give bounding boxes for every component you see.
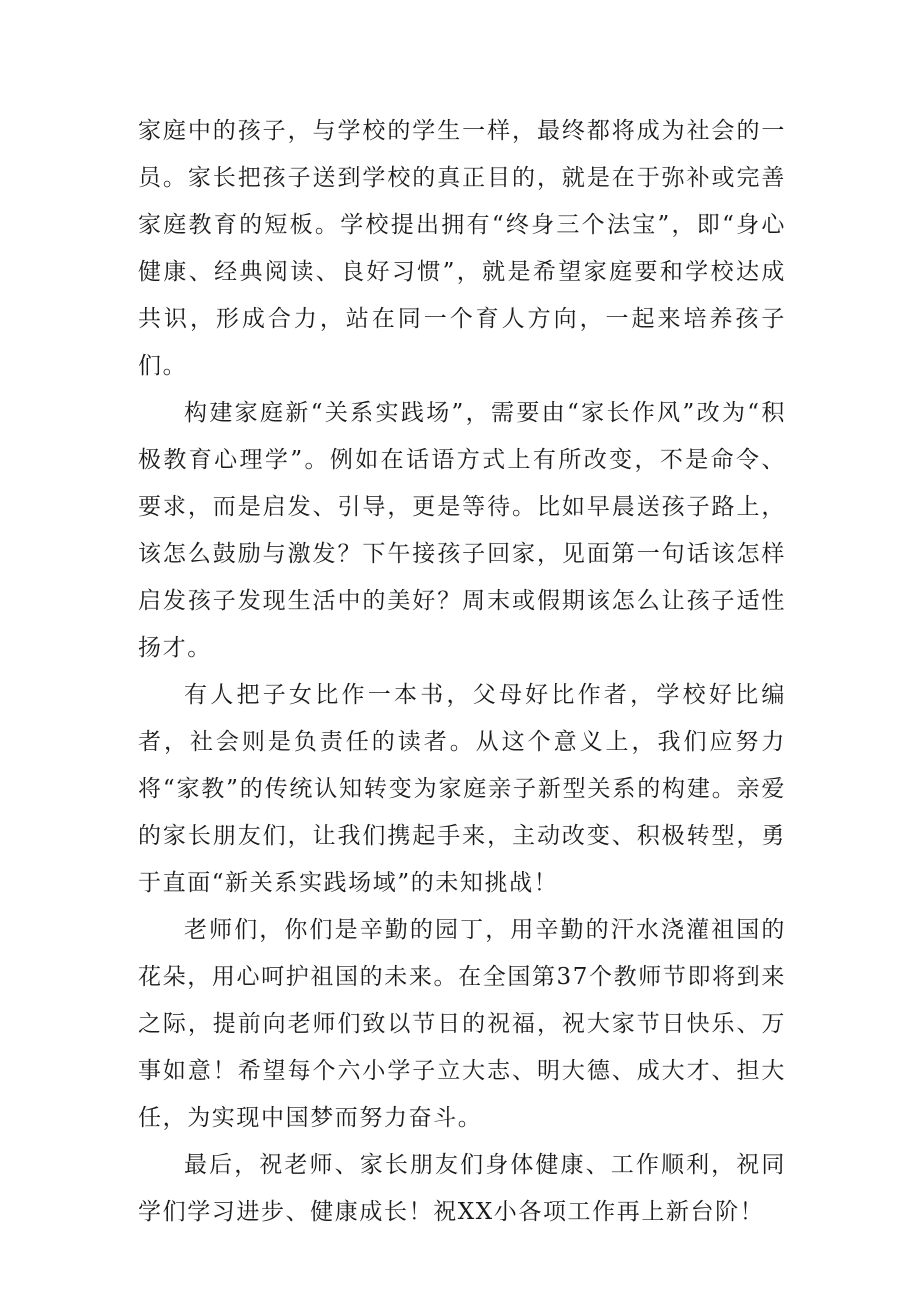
- paragraph-4: 老师们，你们是辛勤的园丁，用辛勤的汗水浇灌祖国的花朵，用心呵护祖国的未来。在全国第37个教师节即将到来之际，提前向老师们致以节日的祝福，祝大家节日快乐、万事如意！希望每个六小学子立大志、明大德、成大才、担大任，为实现中国梦而努力奋斗。: [138, 917, 786, 1131]
- paragraph-5: 最后，祝老师、家长朋友们身体健康、工作顺利，祝同学们学习进步、健康成长！祝XX小各项工作再上新台阶！: [138, 1152, 786, 1225]
- paragraph-2: 构建家庭新“关系实践场”，需要由“家长作风”改为“积极教育心理学”。例如在话语方式上有所改变，不是命令、要求，而是启发、引导，更是等待。比如早晨送孩子路上，该怎么鼓励与激发？下午接孩子回家，见面第一句话该怎样启发孩子发现生活中的美好？周末或假期该怎么让孩子适性扬才。: [138, 400, 786, 661]
- paragraph-3: 有人把子女比作一本书，父母好比作者，学校好比编者，社会则是负责任的读者。从这个意义上，我们应努力将“家教”的传统认知转变为家庭亲子新型关系的构建。亲爱的家长朋友们，让我们携起手来，主动改变、积极转型，勇于直面“新关系实践场域”的未知挑战！: [138, 682, 786, 896]
- paragraph-1: 家庭中的孩子，与学校的学生一样，最终都将成为社会的一员。家长把孩子送到学校的真正目的，就是在于弥补或完善家庭教育的短板。学校提出拥有“终身三个法宝”，即“身心健康、经典阅读、良好习惯”，就是希望家庭要和学校达成共识，形成合力，站在同一个育人方向，一起来培养孩子们。: [138, 118, 786, 379]
- document-body: [138, 108, 786, 1236]
